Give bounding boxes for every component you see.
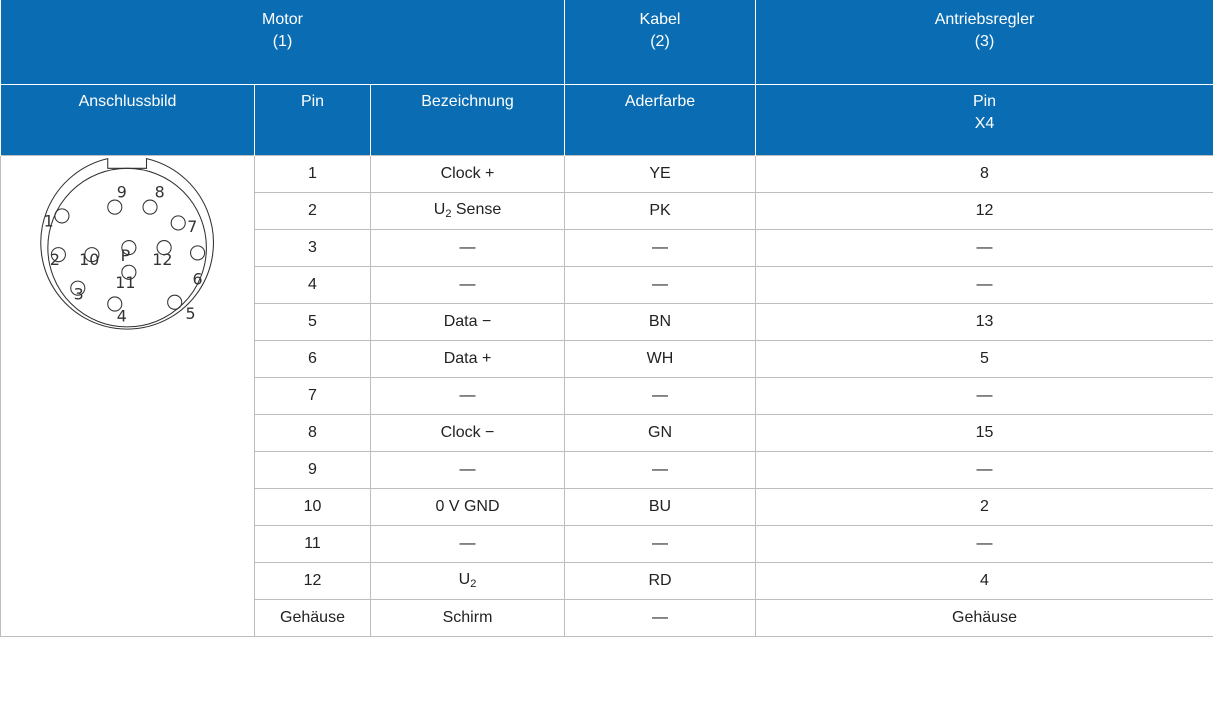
cell-aderfarbe: BU (565, 488, 756, 525)
cell-pin: 12 (255, 562, 371, 599)
cell-aderfarbe: — (565, 599, 756, 636)
cell-pin: 10 (255, 488, 371, 525)
pin-label-1: 1 (43, 210, 54, 230)
pin-socket (143, 200, 157, 214)
cell-bezeichnung: — (371, 525, 565, 562)
cell-pin: 6 (255, 340, 371, 377)
cell-aderfarbe: RD (565, 562, 756, 599)
col-bezeichnung: Bezeichnung (371, 84, 565, 155)
bez-subscript: 2 (470, 578, 477, 590)
cell-pin: 1 (255, 155, 371, 192)
header-motor (1, 0, 565, 84)
cell-bezeichnung (371, 562, 565, 599)
cell-bezeichnung: — (371, 451, 565, 488)
col-regler-connector: X4 (974, 114, 995, 132)
cell-aderfarbe: — (565, 525, 756, 562)
cell-regler-pin: — (756, 451, 1213, 488)
table-row (1, 155, 1213, 192)
cell-bezeichnung: — (371, 377, 565, 414)
cell-bezeichnung: Data − (371, 303, 565, 340)
pin-socket (108, 200, 122, 214)
cell-aderfarbe: YE (565, 155, 756, 192)
bez-main: U (433, 201, 446, 218)
header-kabel-title: Kabel (639, 11, 681, 28)
cell-bezeichnung: Data + (371, 340, 565, 377)
pin-label-9: 9 (116, 181, 127, 201)
cell-bezeichnung (371, 192, 565, 229)
header-row-columns (1, 84, 1213, 155)
bez-tail: Sense (451, 201, 502, 218)
pin-label-3: 3 (73, 284, 84, 304)
pin-label-2: 2 (49, 249, 60, 269)
cell-regler-pin: 15 (756, 414, 1213, 451)
cell-regler-pin: 12 (756, 192, 1213, 229)
col-aderfarbe: Aderfarbe (565, 84, 756, 155)
cell-aderfarbe: — (565, 266, 756, 303)
cell-pin: Gehäuse (255, 599, 371, 636)
header-row-groups (1, 0, 1213, 84)
cell-bezeichnung: Clock − (371, 414, 565, 451)
cell-regler-pin: 13 (756, 303, 1213, 340)
header-regler-title: Antriebsregler (934, 11, 1035, 28)
pin-label-7: 7 (187, 216, 198, 236)
cell-bezeichnung: Schirm (371, 599, 565, 636)
cell-pin: 11 (255, 525, 371, 562)
pin-socket (168, 295, 182, 309)
pin-label-8: 8 (154, 181, 165, 201)
pin-label-10: 10 (79, 249, 100, 269)
header-regler-num: (3) (974, 33, 995, 50)
header-kabel-num: (2) (650, 33, 670, 50)
bez-main: U (458, 571, 471, 588)
cell-regler-pin: 8 (756, 155, 1213, 192)
connector-diagram-cell (1, 155, 255, 636)
cell-bezeichnung: — (371, 229, 565, 266)
connector-diagram (1, 156, 255, 341)
cell-aderfarbe: — (565, 377, 756, 414)
cell-bezeichnung: Clock + (371, 155, 565, 192)
cell-pin: 9 (255, 451, 371, 488)
cell-pin: 4 (255, 266, 371, 303)
pin-label-P: P (120, 245, 131, 265)
pin-label-6: 6 (192, 269, 203, 289)
cell-pin: 8 (255, 414, 371, 451)
cell-pin: 7 (255, 377, 371, 414)
cell-aderfarbe: PK (565, 192, 756, 229)
cell-regler-pin: — (756, 525, 1213, 562)
cell-regler-pin: 5 (756, 340, 1213, 377)
cell-regler-pin: Gehäuse (756, 599, 1213, 636)
cell-aderfarbe: — (565, 229, 756, 266)
header-regler (756, 0, 1213, 84)
pin-label-12: 12 (152, 249, 173, 269)
cell-regler-pin: 2 (756, 488, 1213, 525)
cell-regler-pin: — (756, 377, 1213, 414)
pin-label-5: 5 (185, 303, 196, 323)
cell-pin: 2 (255, 192, 371, 229)
col-anschlussbild: Anschlussbild (1, 84, 255, 155)
cell-pin: 5 (255, 303, 371, 340)
cell-pin: 3 (255, 229, 371, 266)
cell-regler-pin: — (756, 266, 1213, 303)
col-pin: Pin (255, 84, 371, 155)
cell-regler-pin: — (756, 229, 1213, 266)
col-regler-pin (756, 84, 1213, 155)
cell-aderfarbe: — (565, 451, 756, 488)
bez-subscript: 2 (445, 208, 452, 220)
cell-aderfarbe: WH (565, 340, 756, 377)
col-regler-pin-label: Pin (972, 92, 997, 110)
header-kabel (565, 0, 756, 84)
cell-aderfarbe: BN (565, 303, 756, 340)
pin-socket (171, 215, 185, 229)
header-motor-title: Motor (262, 11, 303, 28)
header-motor-num: (1) (272, 33, 293, 50)
pin-socket (191, 245, 205, 259)
pin-socket (55, 208, 69, 222)
pin-label-4: 4 (116, 306, 127, 326)
cell-bezeichnung: 0 V GND (371, 488, 565, 525)
cell-regler-pin: 4 (756, 562, 1213, 599)
cell-aderfarbe: GN (565, 414, 756, 451)
pin-label-11: 11 (115, 272, 136, 292)
cell-bezeichnung: — (371, 266, 565, 303)
